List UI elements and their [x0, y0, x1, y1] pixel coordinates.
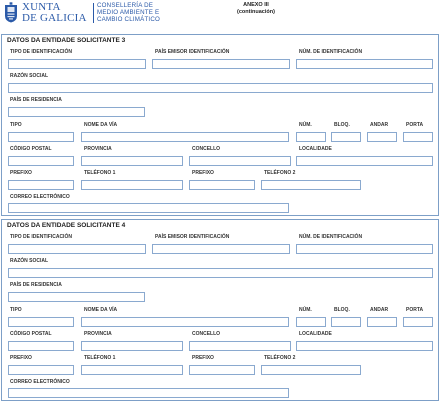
label-concello: CONCELLO: [192, 331, 221, 337]
pais-residencia-field[interactable]: [8, 107, 145, 117]
annex-subtitle: (continuación): [237, 9, 275, 15]
localidade-field[interactable]: [296, 341, 433, 351]
label-telefono-1: TELÉFONO 1: [84, 355, 116, 361]
label-correo: CORREO ELECTRÓNICO: [10, 194, 70, 200]
label-prefixo-2: PREFIXO: [192, 355, 214, 361]
pais-residencia-field[interactable]: [8, 292, 145, 302]
codigo-postal-field[interactable]: [8, 156, 74, 166]
porta-field[interactable]: [403, 132, 433, 142]
localidade-field[interactable]: [296, 156, 433, 166]
label-pais-emisor: PAÍS EMISOR IDENTIFICACIÓN: [155, 234, 230, 240]
label-tipo-identificacion: TIPO DE IDENTIFICACIÓN: [10, 49, 72, 55]
section-title: DATOS DA ENTIDADE SOLICITANTE 3: [7, 37, 126, 44]
pais-emisor-field[interactable]: [152, 59, 290, 69]
applicant-entity-3-section: [1, 34, 439, 216]
porta-field[interactable]: [403, 317, 433, 327]
telefono-1-field[interactable]: [81, 365, 183, 375]
label-bloq: BLOQ.: [334, 122, 350, 128]
telefono-1-field[interactable]: [81, 180, 183, 190]
applicant-entity-4-section: [1, 219, 439, 401]
razon-social-field[interactable]: [8, 268, 433, 278]
galicia-crest-icon: [4, 2, 18, 23]
telefono-2-field[interactable]: [261, 180, 361, 190]
label-porta: PORTA: [406, 307, 424, 313]
bloq-field[interactable]: [331, 132, 361, 142]
annex-title: ANEXO III: [243, 2, 269, 8]
label-codigo-postal: CÓDIGO POSTAL: [10, 331, 52, 337]
label-tipo-identificacion: TIPO DE IDENTIFICACIÓN: [10, 234, 72, 240]
tipo-identificacion-field[interactable]: [8, 244, 146, 254]
label-num: NÚM.: [299, 122, 312, 128]
label-num-identificacion: NÚM. DE IDENTIFICACIÓN: [299, 49, 363, 55]
label-prefixo: PREFIXO: [10, 355, 32, 361]
telefono-2-field[interactable]: [261, 365, 361, 375]
provincia-field[interactable]: [81, 341, 183, 351]
prefixo-2-field[interactable]: [189, 180, 255, 190]
label-provincia: PROVINCIA: [84, 331, 112, 337]
label-pais-emisor: PAÍS EMISOR IDENTIFICACIÓN: [155, 49, 230, 55]
label-tipo: TIPO: [10, 122, 22, 128]
label-pais-residencia: PAÍS DE RESIDENCIA: [10, 282, 62, 288]
label-nome-via: NOME DA VÍA: [84, 122, 118, 128]
correo-field[interactable]: [8, 203, 289, 213]
tipo-via-field[interactable]: [8, 132, 74, 142]
department-name: CONSELLERÍA DE MEDIO AMBIENTE E CAMBIO CLIMÁTICO: [97, 2, 161, 23]
num-field[interactable]: [296, 132, 326, 142]
label-tipo: TIPO: [10, 307, 22, 313]
label-localidade: LOCALIDADE: [299, 331, 332, 337]
label-razon-social: RAZÓN SOCIAL: [10, 73, 49, 79]
andar-field[interactable]: [367, 317, 397, 327]
pais-emisor-field[interactable]: [152, 244, 290, 254]
label-telefono-2: TELÉFONO 2: [264, 355, 296, 361]
provincia-field[interactable]: [81, 156, 183, 166]
section-title: DATOS DA ENTIDADE SOLICITANTE 4: [7, 222, 126, 229]
bloq-field[interactable]: [331, 317, 361, 327]
codigo-postal-field[interactable]: [8, 341, 74, 351]
label-localidade: LOCALIDADE: [299, 146, 332, 152]
label-num: NÚM.: [299, 307, 312, 313]
prefixo-2-field[interactable]: [189, 365, 255, 375]
label-concello: CONCELLO: [192, 146, 221, 152]
label-num-identificacion: NÚM. DE IDENTIFICACIÓN: [299, 234, 363, 240]
xunta-logo-text: XUNTA DE GALICIA: [22, 1, 87, 24]
label-porta: PORTA: [406, 122, 424, 128]
concello-field[interactable]: [189, 341, 291, 351]
label-correo: CORREO ELECTRÓNICO: [10, 379, 70, 385]
label-prefixo-2: PREFIXO: [192, 170, 214, 176]
label-nome-via: NOME DA VÍA: [84, 307, 118, 313]
label-telefono-1: TELÉFONO 1: [84, 170, 116, 176]
label-pais-residencia: PAÍS DE RESIDENCIA: [10, 97, 62, 103]
label-prefixo: PREFIXO: [10, 170, 32, 176]
num-field[interactable]: [296, 317, 326, 327]
razon-social-field[interactable]: [8, 83, 433, 93]
label-provincia: PROVINCIA: [84, 146, 112, 152]
nome-via-field[interactable]: [81, 132, 289, 142]
annex-heading: [226, 2, 286, 16]
label-codigo-postal: CÓDIGO POSTAL: [10, 146, 52, 152]
prefixo-1-field[interactable]: [8, 365, 74, 375]
label-andar: ANDAR: [370, 307, 389, 313]
logo-divider: [93, 3, 94, 23]
label-andar: ANDAR: [370, 122, 389, 128]
num-identificacion-field[interactable]: [296, 244, 433, 254]
concello-field[interactable]: [189, 156, 291, 166]
label-bloq: BLOQ.: [334, 307, 350, 313]
prefixo-1-field[interactable]: [8, 180, 74, 190]
label-razon-social: RAZÓN SOCIAL: [10, 258, 49, 264]
tipo-via-field[interactable]: [8, 317, 74, 327]
andar-field[interactable]: [367, 132, 397, 142]
nome-via-field[interactable]: [81, 317, 289, 327]
label-telefono-2: TELÉFONO 2: [264, 170, 296, 176]
tipo-identificacion-field[interactable]: [8, 59, 146, 69]
num-identificacion-field[interactable]: [296, 59, 433, 69]
page-header: [0, 0, 439, 30]
correo-field[interactable]: [8, 388, 289, 398]
